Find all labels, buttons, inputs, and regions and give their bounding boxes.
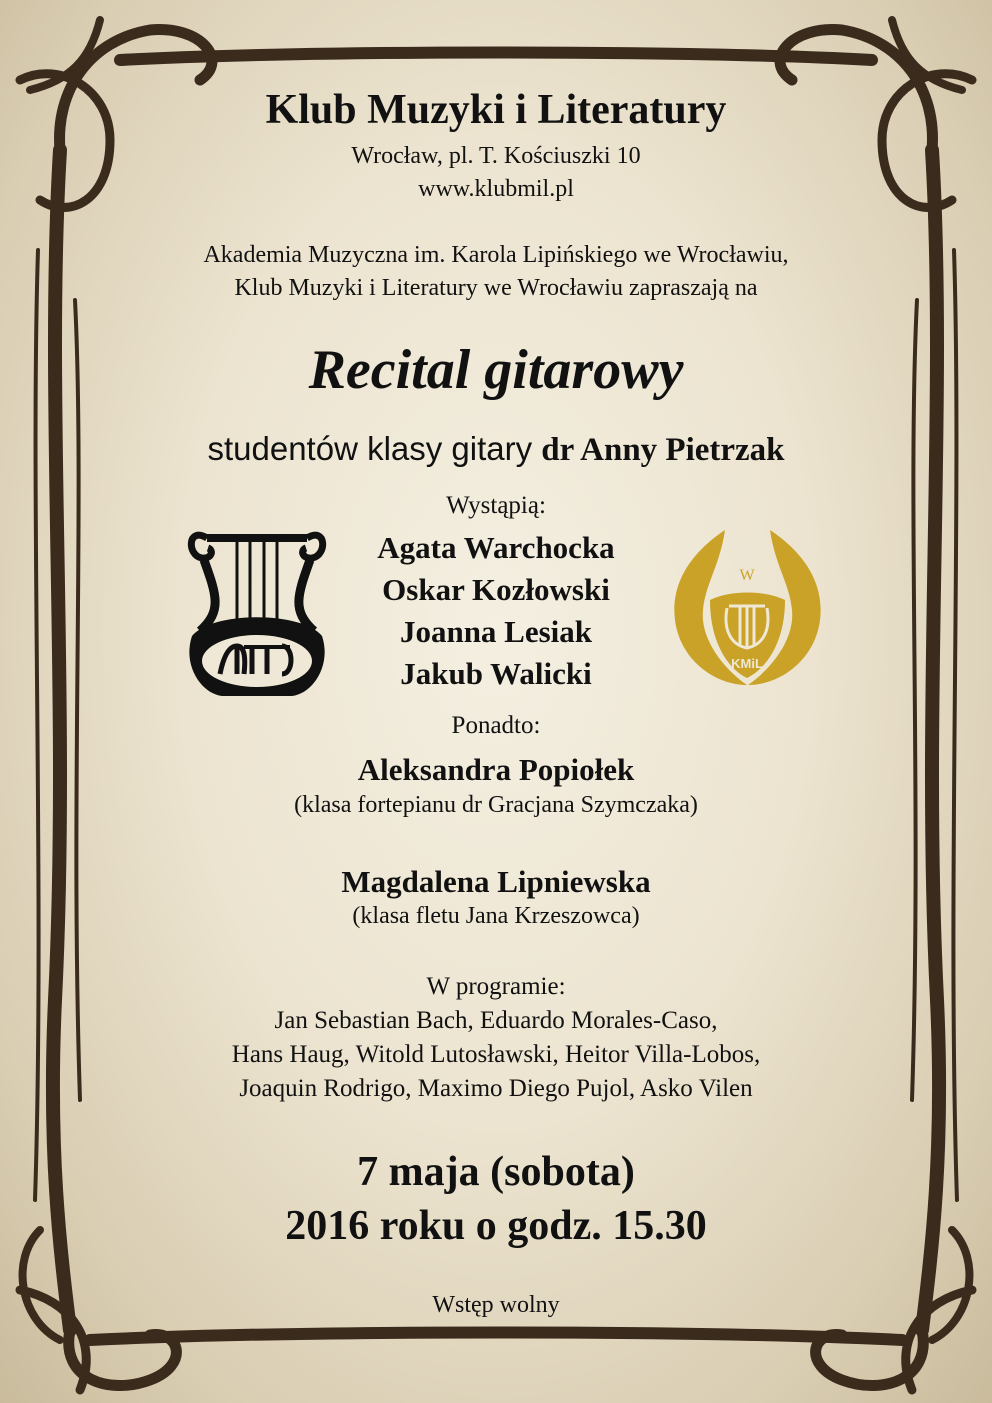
intro-line: Akademia Muzyczna im. Karola Lipińskiego we Wrocławiu, bbox=[203, 242, 789, 268]
subtitle-teacher: dr Anny Pietrzak bbox=[541, 432, 785, 468]
performer-name: Agata Warchocka bbox=[377, 530, 615, 565]
club-website: www.klubmil.pl bbox=[418, 176, 574, 202]
event-subtitle bbox=[0, 430, 992, 469]
guest-note: (klasa fortepianu dr Gracjana Szymczaka) bbox=[294, 792, 698, 818]
kmil-logo bbox=[665, 520, 830, 690]
entry-note: Wstęp wolny bbox=[432, 1292, 560, 1318]
program-line: Joaquin Rodrigo, Maximo Diego Pujol, Asko Vilen bbox=[239, 1075, 753, 1102]
performers-label: Wystąpią: bbox=[446, 492, 546, 519]
guest-note: (klasa fletu Jana Krzeszowca) bbox=[352, 903, 640, 929]
performer-name: Joanna Lesiak bbox=[399, 614, 593, 649]
performer-name: Jakub Walicki bbox=[400, 656, 592, 691]
subtitle-prefix: studentów klasy gitary bbox=[207, 430, 533, 467]
kmil-text: KMiL bbox=[731, 656, 763, 671]
club-address: Wrocław, pl. T. Kościuszki 10 bbox=[351, 143, 641, 169]
academy-lyre-logo bbox=[182, 516, 332, 706]
program-line: Jan Sebastian Bach, Eduardo Morales-Caso, bbox=[274, 1007, 718, 1034]
intro-line: Klub Muzyki i Literatury we Wrocławiu zapraszają na bbox=[234, 275, 758, 301]
guests-label: Ponadto: bbox=[451, 712, 541, 739]
club-title: Klub Muzyki i Literatury bbox=[265, 87, 727, 133]
guest-name: Magdalena Lipniewska bbox=[341, 864, 651, 899]
event-title: Recital gitarowy bbox=[308, 339, 684, 401]
program-label: W programie: bbox=[426, 973, 566, 1000]
event-date: 7 maja (sobota) bbox=[357, 1149, 635, 1195]
program-line: Hans Haug, Witold Lutosławski, Heitor Villa-Lobos, bbox=[231, 1041, 761, 1068]
kmil-mark: W bbox=[739, 567, 755, 584]
guest-name: Aleksandra Popiołek bbox=[357, 752, 635, 787]
performer-name: Oskar Kozłowski bbox=[382, 572, 610, 607]
event-time: 2016 roku o godz. 15.30 bbox=[285, 1203, 707, 1249]
